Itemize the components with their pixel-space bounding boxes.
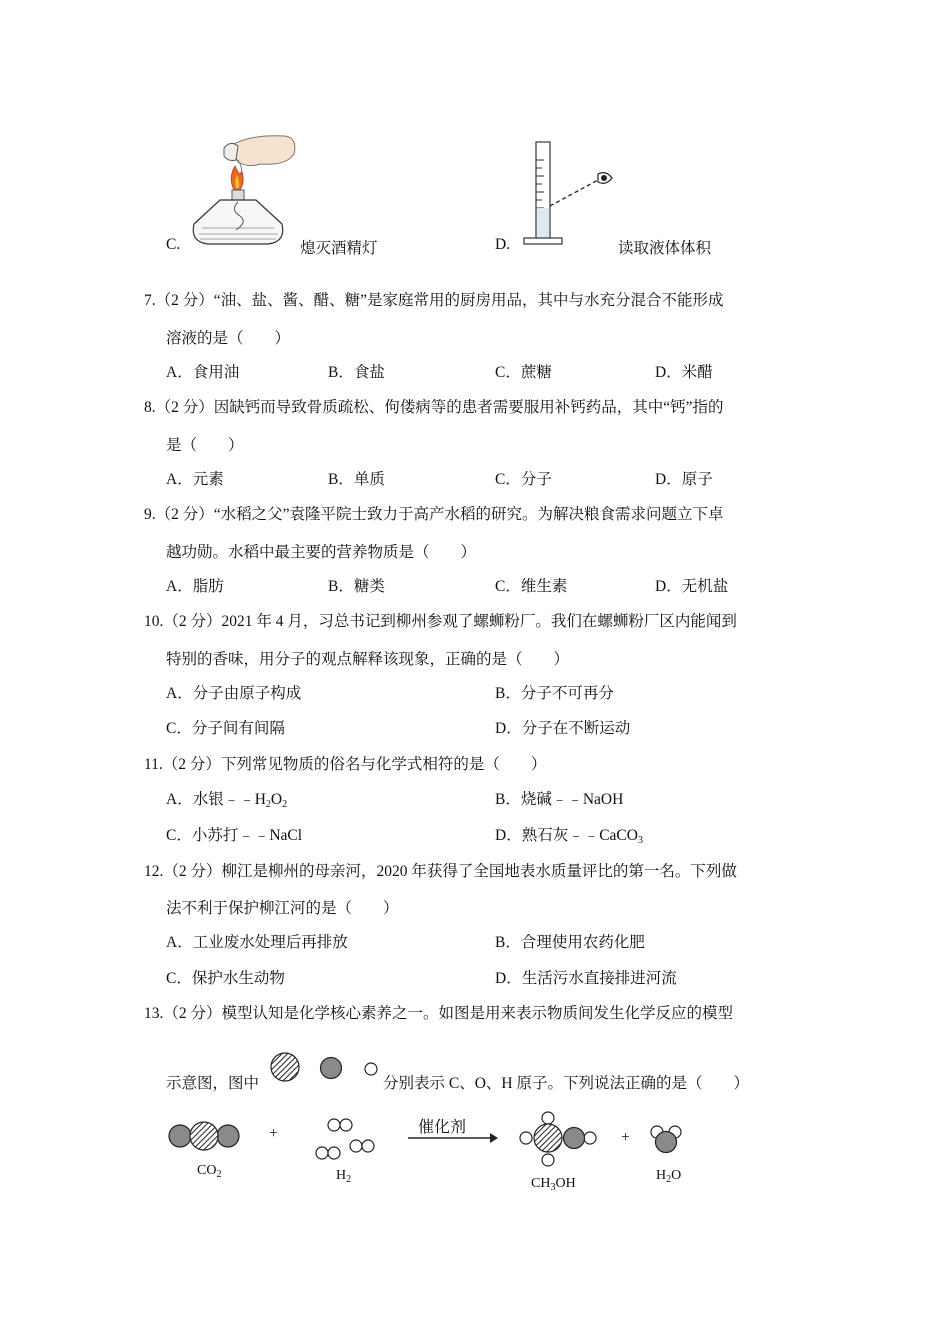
q12-option-a[interactable]: A．工业废水处理后再排放: [166, 934, 348, 951]
atom-legend-icons: [268, 1050, 380, 1086]
plus-sign-2: +: [621, 1129, 630, 1146]
q8-option-d[interactable]: D．原子: [655, 471, 713, 488]
option-d-text: 读取液体体积: [618, 240, 712, 257]
q8-option-c[interactable]: C．分子: [495, 471, 552, 488]
q9-stem-line2: 越功勋。水稻中最主要的营养物质是（ ）: [166, 544, 477, 561]
hydrogen-atom-icon: [365, 1063, 377, 1075]
q10-option-d[interactable]: D．分子在不断运动: [495, 720, 631, 737]
co2-label: $CO_2$: [197, 1163, 222, 1180]
q10-stem-line2: 特别的香味，用分子的观点解释该现象，正确的是（ ）: [166, 651, 570, 668]
q11-option-d[interactable]: D．熟石灰﹣﹣CaCO$_3$: [495, 827, 643, 846]
read-volume-illustration: [520, 140, 620, 248]
q11-option-b[interactable]: B．烧碱﹣﹣NaOH: [495, 791, 624, 808]
q9-option-b[interactable]: B．糖类: [328, 578, 385, 595]
q12-stem-line2: 法不利于保护柳江河的是（ ）: [166, 900, 399, 917]
q9-option-c[interactable]: C．维生素: [495, 578, 568, 595]
oxygen-atom-icon: [321, 1058, 342, 1079]
q12-option-b[interactable]: B．合理使用农药化肥: [495, 934, 645, 951]
q8-stem-line2: 是（ ）: [166, 437, 244, 454]
extinguish-lamp-illustration: [190, 126, 305, 248]
q9-option-a[interactable]: A．脂肪: [166, 578, 224, 595]
co2-molecule-icon: [169, 1122, 239, 1150]
h2-label: $H_2$: [336, 1168, 352, 1185]
h2-molecules-icon: [316, 1119, 374, 1159]
q7-stem-line1: 7.（2 分）“油、盐、酱、醋、糖”是家庭常用的厨房用品，其中与水充分混合不能形成: [144, 292, 724, 309]
q12-stem-line1: 12.（2 分）柳江是柳州的母亲河，2020 年获得了全国地表水质量评比的第一名。下列做: [144, 863, 737, 880]
plus-sign-1: +: [269, 1125, 278, 1142]
ch3oh-label: $CH_3OH$: [531, 1176, 576, 1193]
ch3oh-molecule-icon: [520, 1112, 596, 1166]
q9-option-d[interactable]: D．无机盐: [655, 578, 729, 595]
q8-option-b[interactable]: B．单质: [328, 471, 385, 488]
q7-option-a[interactable]: A．食用油: [166, 364, 240, 381]
q13-stem-line2-pre: 示意图，图中: [166, 1075, 260, 1092]
q10-option-a[interactable]: A．分子由原子构成: [166, 685, 302, 702]
q11-option-a[interactable]: A．水银$﹣﹣H_2O_2$: [166, 791, 288, 810]
q7-option-c[interactable]: C．蔗糖: [495, 364, 552, 381]
catalyst-label: 催化剂: [418, 1117, 467, 1136]
q8-option-a[interactable]: A．元素: [166, 471, 224, 488]
carbon-atom-icon: [271, 1053, 299, 1081]
q12-option-c[interactable]: C．保护水生动物: [166, 970, 285, 987]
option-c-letter: C.: [166, 236, 181, 253]
h2o-label: $H_2O$: [656, 1168, 682, 1185]
q7-option-b[interactable]: B．食盐: [328, 364, 385, 381]
q7-stem-line2: 溶液的是（ ）: [166, 330, 291, 347]
q10-stem-line1: 10.（2 分）2021 年 4 月，习总书记到柳州参观了螺蛳粉厂。我们在螺蛳粉厂区内能闻到: [144, 613, 737, 630]
q10-option-c[interactable]: C．分子间有间隔: [166, 720, 285, 737]
q13-stem-line2-post: 分别表示 C、O、H 原子。下列说法正确的是（ ）: [383, 1075, 749, 1092]
q13-stem-line1: 13.（2 分）模型认知是化学核心素养之一。如图是用来表示物质间发生化学反应的模型: [144, 1005, 734, 1022]
q11-stem-line1: 11.（2 分）下列常见物质的俗名与化学式相符的是（ ）: [144, 756, 547, 773]
option-d-letter: D.: [495, 236, 511, 253]
q10-option-b[interactable]: B．分子不可再分: [495, 685, 614, 702]
h2o-molecule-icon: [651, 1126, 681, 1153]
q9-stem-line1: 9.（2 分）“水稻之父”袁隆平院士致力于高产水稻的研究。为解决粮食需求问题立下卓: [144, 506, 724, 523]
q12-option-d[interactable]: D．生活污水直接排进河流: [495, 970, 677, 987]
q8-stem-line1: 8.（2 分）因缺钙而导致骨质疏松、佝偻病等的患者需要服用补钙药品，其中“钙”指的: [144, 399, 724, 416]
option-c-text: 熄灭酒精灯: [300, 240, 378, 257]
q11-option-c[interactable]: C．小苏打﹣﹣NaCl: [166, 827, 303, 844]
q7-option-d[interactable]: D．米醋: [655, 364, 713, 381]
